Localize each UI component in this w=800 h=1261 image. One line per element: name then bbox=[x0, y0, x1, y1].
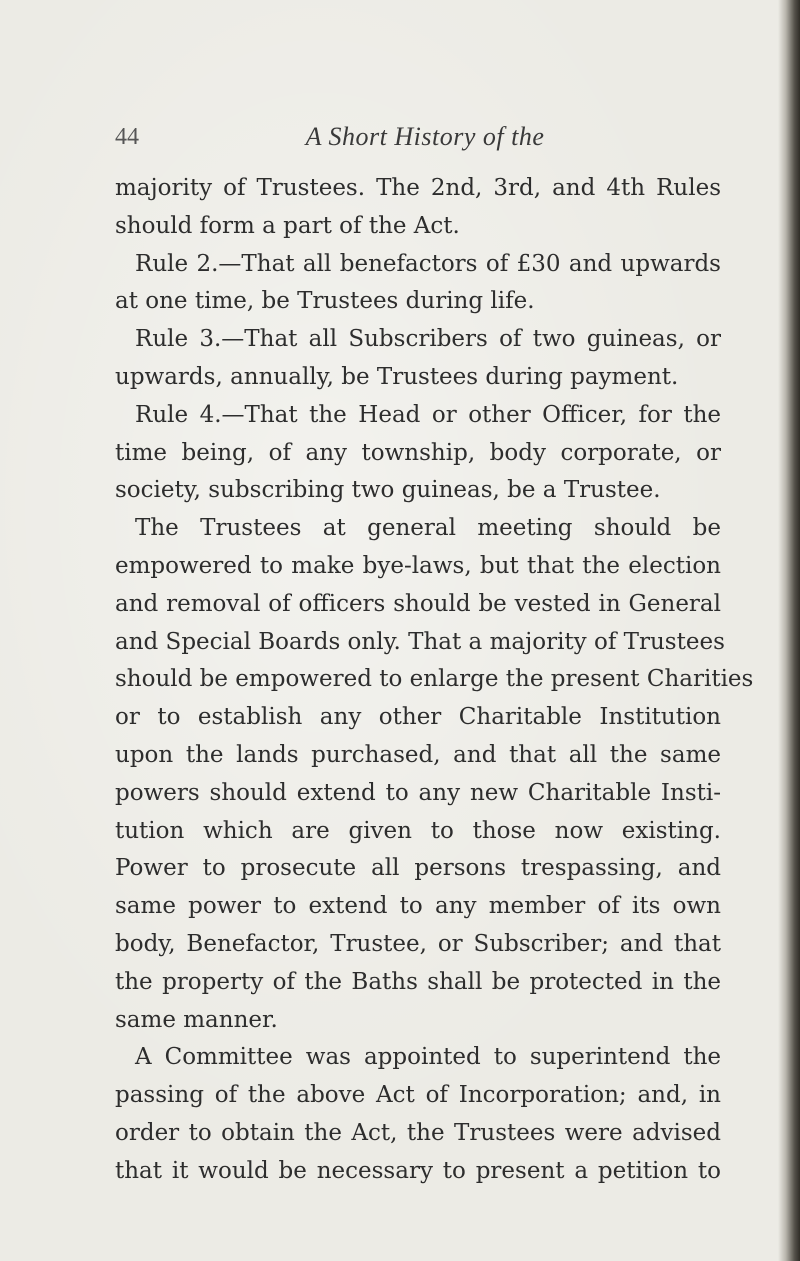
text-line: should be empowered to enlarge the present Charities bbox=[115, 666, 754, 693]
page-number: 44 bbox=[115, 124, 139, 150]
text-line: upon the lands purchased, and that all the same bbox=[115, 741, 721, 768]
text-line: time being, of any township, body corporate, or bbox=[115, 439, 721, 466]
text-line: powers should extend to any new Charitable Insti- bbox=[115, 779, 721, 806]
text-line: majority of Trustees. The 2nd, 3rd, and 4th Rules bbox=[115, 175, 721, 201]
text-line: empowered to make bye-laws, but that the election bbox=[115, 552, 721, 579]
text-line: passing of the above Act of Incorporation; and, in bbox=[115, 1082, 721, 1109]
text-line: same manner. bbox=[115, 1006, 278, 1033]
text-line: at one time, be Trustees during life. bbox=[115, 288, 535, 315]
text-line: and Special Boards only. That a majority of Trustees bbox=[115, 628, 725, 655]
text-line: the property of the Baths shall be protected in the bbox=[115, 968, 721, 995]
text-line: and removal of officers should be vested in General bbox=[115, 590, 721, 617]
running-title: A Short History of the bbox=[305, 122, 545, 151]
text-line: should form a part of the Act. bbox=[115, 212, 460, 239]
text-line: society, subscribing two guineas, be a Trustee. bbox=[115, 477, 661, 504]
text-line: Rule 2.—That all benefactors of £30 and upwards bbox=[135, 250, 721, 277]
text-line: body, Benefactor, Trustee, or Subscriber; and that bbox=[115, 930, 721, 957]
text-line: or to establish any other Charitable Institution bbox=[115, 704, 721, 731]
text-line: order to obtain the Act, the Trustees were advised bbox=[115, 1119, 721, 1146]
text-line: that it would be necessary to present a petition to bbox=[115, 1157, 721, 1184]
text-line: same power to extend to any member of its own bbox=[115, 893, 721, 920]
body-text bbox=[115, 170, 754, 1191]
text-line: Rule 3.—That all Subscribers of two guineas, or bbox=[135, 326, 721, 353]
text-line: Rule 4.—That the Head or other Officer, for the bbox=[135, 401, 721, 428]
text-line: upwards, annually, be Trustees during payment. bbox=[115, 363, 679, 390]
text-line: tution which are given to those now existing. bbox=[115, 817, 721, 844]
page-edge-shadow bbox=[778, 0, 800, 1261]
page-header bbox=[115, 122, 735, 162]
text-line: The Trustees at general meeting should be bbox=[135, 515, 721, 542]
text-line: A Committee was appointed to superintend the bbox=[135, 1044, 721, 1071]
text-line: Power to prosecute all persons trespassing, and bbox=[115, 855, 721, 882]
